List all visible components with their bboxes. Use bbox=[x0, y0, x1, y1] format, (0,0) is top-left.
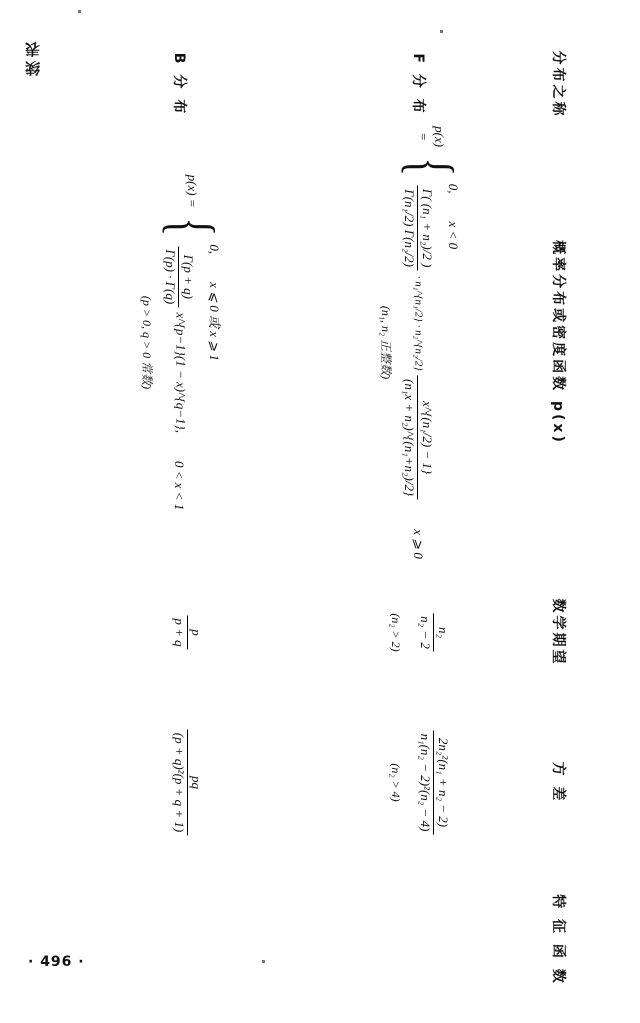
header-mean: 数学期望 bbox=[550, 598, 566, 667]
header-distribution-name: 分布之称 bbox=[550, 50, 566, 119]
pdf-case-zero-condition: x < 0 bbox=[445, 221, 461, 250]
pdf-gamma-den: Γ(p) · Γ(q) bbox=[162, 246, 179, 307]
mean-num: n₂ bbox=[435, 626, 451, 638]
cell-variance bbox=[61, 708, 300, 858]
cell-characteristic-function bbox=[61, 858, 300, 1023]
mean-condition: (n₂ > 2) bbox=[389, 613, 404, 652]
page-number: · 496 · bbox=[28, 954, 85, 970]
statistics-table-wrapper bbox=[61, 42, 579, 986]
pdf-case-zero: 0, bbox=[206, 244, 222, 255]
pdf-factor: · n₁^{n₁/2} · n₂^{n₂/2} bbox=[411, 275, 424, 371]
table-row bbox=[300, 42, 539, 1023]
pdf-body-fraction bbox=[401, 376, 435, 499]
pdf-note: (p > 0, q > 0 常数) bbox=[140, 295, 155, 390]
variance-fraction bbox=[417, 731, 451, 835]
cell-pdf bbox=[300, 128, 539, 558]
mean-den: p + q bbox=[171, 615, 188, 649]
cell-characteristic-function bbox=[300, 858, 539, 1023]
pdf-case-zero: 0, bbox=[445, 183, 461, 194]
variance-den: (p + q)²(p + q + 1) bbox=[171, 730, 188, 836]
pdf-gamma-fraction bbox=[162, 246, 196, 307]
pdf-gamma-fraction bbox=[401, 186, 435, 271]
continued-label: 续表 bbox=[24, 38, 42, 76]
pdf-case-zero-condition: x ⩽ 0 或 x ⩾ 1 bbox=[206, 282, 222, 361]
print-speck bbox=[440, 30, 443, 33]
header-variance: 方 差 bbox=[550, 761, 566, 804]
variance-num: 2n₂²(n₁ + n₂ − 2) bbox=[435, 737, 451, 828]
variance-condition: (n₂ > 4) bbox=[389, 763, 404, 802]
pdf-gamma-num: Γ(p + q) bbox=[180, 254, 196, 299]
mean-fraction bbox=[171, 615, 205, 649]
pdf-lhs: p(x) = bbox=[416, 126, 447, 148]
variance-den: n₁(n₂ − 2)²(n₂ − 4) bbox=[417, 731, 434, 835]
pdf-body-num: x^{(n₁/2) − 1} bbox=[419, 400, 435, 475]
print-speck bbox=[78, 10, 81, 13]
pdf-gamma-num: Γ( (n₁ + n₂)/2 ) bbox=[419, 188, 435, 268]
pdf-body: x^{p−1}(1 − x)^{q−1}, bbox=[172, 312, 188, 433]
pdf-lhs: p(x) = bbox=[185, 174, 200, 208]
brace-glyph: { bbox=[395, 157, 467, 176]
cell-mean bbox=[61, 558, 300, 708]
brace-glyph: { bbox=[156, 217, 228, 237]
pdf-note: (n₁, n₂ 正整数) bbox=[379, 305, 394, 380]
header-characteristic-function: 特 征 函 数 bbox=[550, 894, 566, 986]
variance-fraction bbox=[171, 730, 205, 836]
mean-num: p bbox=[189, 629, 205, 636]
cell-distribution-name: F 分 布 bbox=[410, 53, 427, 116]
cell-variance bbox=[300, 708, 539, 858]
pdf-case-main-condition: 0 < x < 1 bbox=[172, 460, 187, 511]
statistics-table bbox=[61, 42, 579, 1023]
pdf-gamma-den: Γ(n₁/2) Γ(n₂/2) bbox=[401, 186, 418, 271]
cell-pdf bbox=[61, 128, 300, 558]
cell-distribution-name: B 分 布 bbox=[171, 52, 188, 117]
mean-fraction bbox=[417, 613, 451, 652]
pdf-case-main-condition: x ⩾ 0 bbox=[411, 529, 426, 559]
mean-den: n₂ − 2 bbox=[417, 613, 434, 652]
variance-num: pq bbox=[189, 776, 205, 789]
header-pdf: 概率分布或密度函数 p(x) bbox=[550, 240, 566, 445]
pdf-body-den: (n₁x + n₂)^{(n₁+n₂)/2} bbox=[401, 376, 418, 499]
cell-mean bbox=[300, 558, 539, 708]
table-header-row bbox=[539, 42, 579, 1023]
table-row bbox=[61, 42, 300, 1023]
